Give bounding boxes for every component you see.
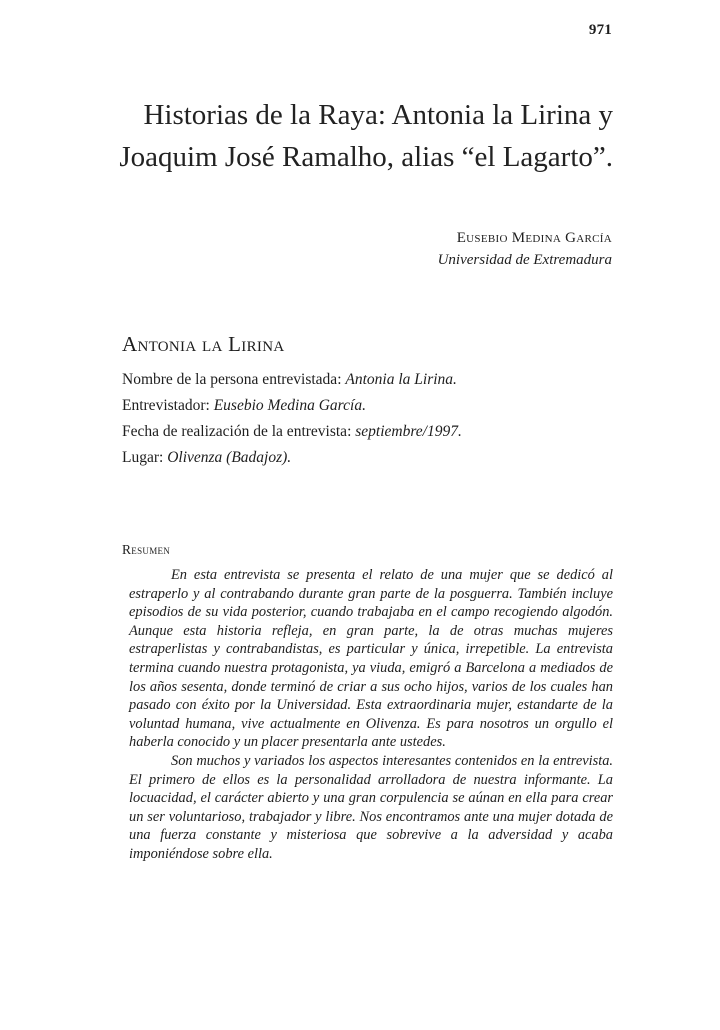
page-number: 971 [588,22,612,38]
meta-value: Antonia la Lirina. [345,371,457,388]
meta-value: Eusebio Medina García. [213,397,366,414]
meta-place: Lugar: Olivenza (Badajoz). [122,449,292,466]
abstract-heading: Resumen [122,542,171,557]
meta-label: Nombre de la persona entrevistada [122,371,338,388]
meta-label: Lugar [122,449,160,466]
abstract-body [129,566,613,864]
interview-metadata [122,367,622,471]
meta-label: Entrevistador [122,397,206,414]
author-affiliation: Universidad de Extremadura [437,252,612,268]
author-block [438,227,612,271]
section-heading: Antonia la Lirina [122,332,285,356]
meta-interviewee: Nombre de la persona entrevistada: Antonia la Lirina. [122,371,457,388]
author-name: Eusebio Medina García [456,230,612,246]
meta-value: septiembre/1997. [355,423,462,440]
meta-value: Olivenza (Badajoz). [167,449,292,466]
meta-interviewer: Entrevistador: Eusebio Medina García. [122,397,366,414]
meta-label: Fecha de realización de la entrevista [122,423,348,440]
abstract-paragraph: En esta entrevista se presenta el relato de una mujer que se dedicó al estraperlo y al contrabando durante gran parte de la posguerra. También incluye episodios de su vida posterior, cuando trabajaba en el campo recogiendo algodón. Aunque esta historia refleja, en gran parte, la de otras muchas mujeres estraperlistas y contrabandistas, es particular y única, irrepetible. La entrevista termina cuando nuestra protagonista, ya viuda, emigró a Barcelona a mediados de los años sesenta, donde terminó de criar a sus ocho hijos, varios de los cuales han pasado con éxito por la Universidad. Esta extraordinaria mujer, estandarte de la voluntad humana, vive actualmente en Olivenza. Es para nosotros un orgullo el haberla conocido y un placer presentarla ante ustedes. [129,567,613,751]
meta-date: Fecha de realización de la entrevista: septiembre/1997. [122,423,462,440]
article-title: Historias de la Raya: Antonia la Lirina y Joaquim José Ramalho, alias “el Lagarto”. [119,99,613,173]
abstract-paragraph: Son muchos y variados los aspectos interesantes contenidos en la entrevista. El primero de ellos es la personalidad arrolladora de nuestra informante. La locuacidad, el carácter abierto y una gran corpulencia se aúnan en ella para crear un ser voluntarioso, trabajador y libre. Nos encontramos ante una mujer dotada de una fuerza constante y misteriosa que sobrevive a la adversidad y acaba imponiéndose sobre ella. [129,752,613,862]
